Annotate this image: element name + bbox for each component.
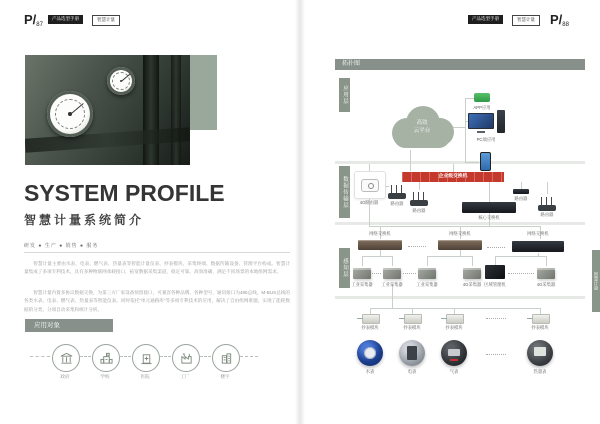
page-title-en: SYSTEM PROFILE [24,180,225,206]
layer-tag-transmission: 数据传输层 [339,166,350,218]
meter-label-water: 水表 [365,369,375,374]
router-icon [410,189,428,206]
dash-connector [120,356,131,357]
collector-label: 4G采集器 [462,282,482,287]
page-fold-shadow [295,0,305,424]
meter-reading-module-icon [362,314,380,324]
application-label: 工厂 [180,374,190,379]
application-label: 学校 [100,374,110,379]
connector-line [521,182,522,189]
government-building-icon [60,352,73,365]
school-building-icon [100,352,113,365]
pressure-gauge-large [47,91,93,137]
router-d-label: 路由器 [540,212,554,217]
layer-separator [335,222,585,225]
accent-block [190,55,217,130]
connector-line [546,256,547,266]
collector-label: 工业采集器 [351,282,373,287]
dash-connector [240,356,258,357]
page-title-zh: 智慧计量系统简介 [24,213,145,227]
connector-line [547,182,548,194]
layer-separator [335,161,585,164]
ellipsis-dots [486,354,506,355]
ellipsis-dots [372,273,381,274]
left-page-number: P/87 [24,12,43,28]
module-label: 抄表模块 [531,325,549,330]
connector-line [465,98,474,99]
layer-tag-perception: 感知层 [339,248,350,288]
hospital-building-icon [140,352,153,365]
module-label: 抄表模块 [445,325,463,330]
collector-icon [537,268,555,279]
cloud-platform-label: 高效 云平台 [413,119,431,134]
network-switch-label: 网络交换机 [527,231,549,236]
pressure-gauge-small [107,67,135,95]
pc-monitor-icon [468,113,494,129]
core-switch-icon [462,202,516,213]
core-switch-label: 核心交换机 [478,215,500,220]
module-label: 抄表模块 [403,325,421,330]
collector-icon [463,268,481,279]
network-switch-icon [358,240,402,250]
application-circle-buildings [212,344,240,372]
pipe-shape [143,55,159,165]
pipe-shape [171,55,181,165]
phone-icon [480,152,491,171]
application-label: 政府 [60,374,70,379]
ellipsis-dots [403,273,416,274]
pc-tower-icon [497,110,505,133]
4g-router-icon [361,179,379,192]
network-switch-label: 网络交换机 [449,231,471,236]
intro-paragraph-2: 智慧计量内置多协议数据交换，为第三方厂家设备预留接口，可兼容各种品牌、各种型号，通讯接口为485总线、M-BUS总线的各类水表、电表、燃气表、热量表等智能仪表。同时依托“单元通路库”等多项专利技术的应用，解决了自由组网难题，实现了能耗数据的分类、分项自动采集和统计分析。 [24,290,290,312]
meter-label-electric: 电表 [407,369,417,374]
application-circle-hospital [132,344,160,372]
application-label: 医院 [140,374,150,379]
collector-icon [383,268,401,279]
enterprise-switch-banner: 企业级交换机 [402,172,504,182]
dash-connector [80,356,91,357]
network-switch-icon [438,240,482,250]
meter-reading-module-icon [404,314,422,324]
company-tagline: 研发 ● 生产 ● 销售 ● 服务 [24,243,99,249]
cloud-platform [384,104,460,150]
application-circle-school [92,344,120,372]
ellipsis-dots [508,273,534,274]
ellipsis-dots [408,246,426,247]
connector-line [369,164,370,171]
router-b-label: 路由器 [412,208,426,213]
ellipsis-dots [486,318,506,319]
meter-reading-module-icon [446,314,464,324]
connector-line [489,182,490,202]
module-label: 抄表模块 [361,325,379,330]
factory-icon [180,352,193,365]
network-switch-label: 网络交换机 [369,231,391,236]
connector-line [453,164,454,172]
router-c-label: 路由器 [514,196,528,201]
network-switch-icon [512,241,564,252]
water-meter-photo [357,340,383,366]
connector-line [410,150,411,171]
application-circle-factory [172,344,200,372]
pipe-shape [25,127,190,152]
app-client-icon [474,93,490,102]
connector-line [369,226,540,227]
layer-separator [335,296,585,299]
application-circle-government [52,344,80,372]
commercial-buildings-icon [220,352,233,365]
router-a-label: 路由器 [390,201,404,206]
right-page-number: P/88 [550,12,569,28]
ellipsis-dots [487,247,505,248]
collector-label: 区域管理机 [484,282,506,287]
collector-label: 4G采集器 [536,282,556,287]
dash-connector [200,356,211,357]
small-router-icon [513,189,529,194]
heat-meter-photo [527,340,553,366]
monitor-stand [477,131,485,133]
connector-line [392,256,393,266]
connector-line [370,308,540,309]
collector-label: 工业采集器 [381,282,403,287]
hero-photo-pressure-gauges [25,55,190,165]
dash-connector [160,356,171,357]
connector-line [495,256,546,257]
collector-icon [418,268,436,279]
connector-line [427,256,428,266]
connector-line [472,256,473,266]
application-label: 楼宇 [220,374,230,379]
intro-paragraph-1: 智慧计量主要由水表、电表、燃气表、热量表等智能计量仪表、抄表模块、采集终端、数据传输设备、管理平台构成。智慧计量集成了多项专利技术，具有多种物联网承载接口，拓宽数据采集渠道，稳定可靠、高效准确，满足不同场景的本地组网需求。 [24,261,290,275]
collector-label: 工业采集器 [416,282,438,287]
gateway-4g-label: 4G路由器 [359,200,379,205]
connector-line [362,256,392,257]
edge-tab-smart-metering: 智慧计量 [592,250,600,312]
connector-line [465,162,479,163]
section-bar-topology: 拓扑图 [335,59,585,70]
client-label-app: APP应用 [473,105,491,110]
area-manager-icon [485,265,505,279]
meter-reading-module-icon [532,314,550,324]
right-badge-series: 智慧计量 [512,15,540,26]
section-bar-application-objects: 应用对象 [25,319,113,332]
right-badge-manual: 产品选型手册 [468,15,503,24]
gateway-4g-card [354,171,386,199]
client-label-pc: PC端应用 [476,137,496,142]
layer-tag-application: 应用层 [339,78,350,112]
electric-meter-photo [399,340,425,366]
collector-icon [353,268,371,279]
gas-meter-photo [441,340,467,366]
dash-connector [30,356,50,357]
connector-line [362,256,363,266]
left-badge-series: 智慧计量 [92,15,120,26]
router-icon [388,182,406,199]
router-icon [538,194,556,211]
connector-line [427,256,472,257]
divider-rule [24,252,290,253]
left-badge-manual: 产品选型手册 [48,15,83,24]
meter-label-heat: 热量表 [533,369,547,374]
meter-label-gas: 气表 [449,369,459,374]
